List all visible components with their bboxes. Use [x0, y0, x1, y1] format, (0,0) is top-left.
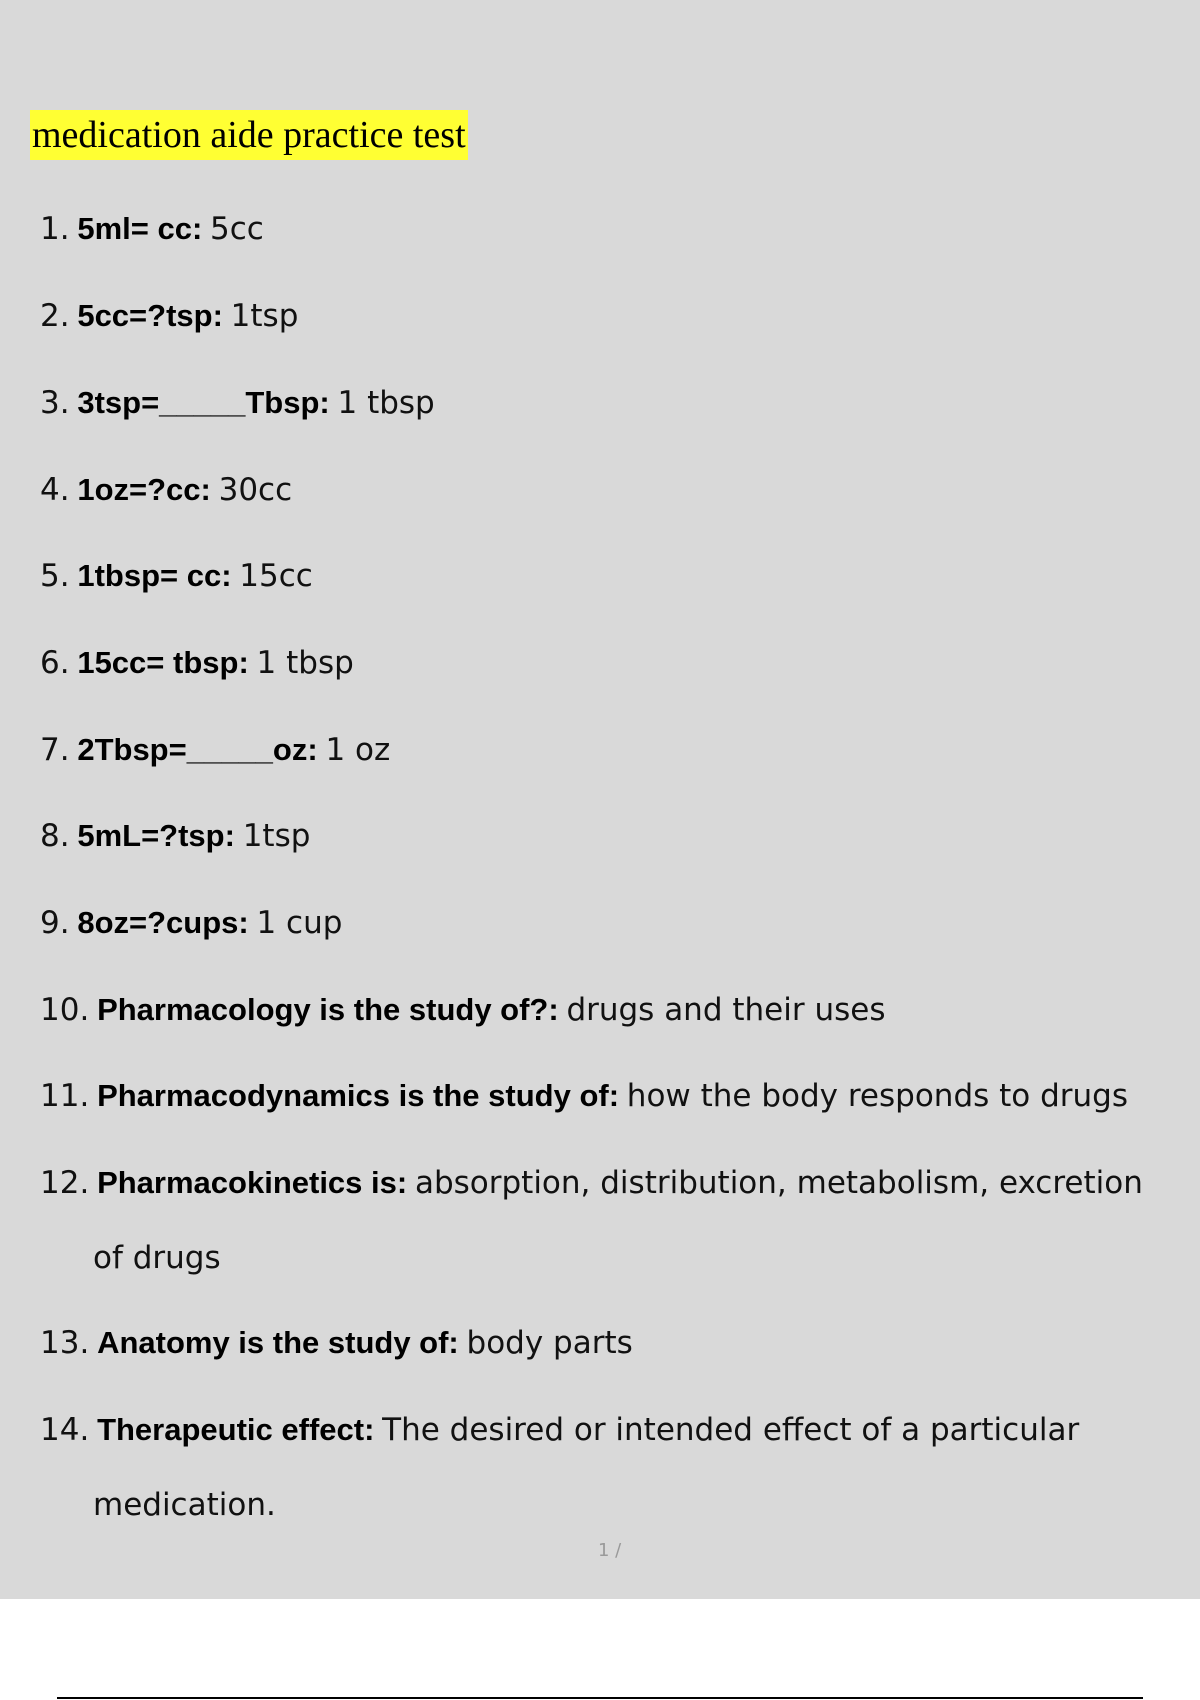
item-answer: how the body responds to drugs	[626, 1078, 1129, 1114]
item-number: 13.	[40, 1325, 90, 1361]
list-item	[40, 1410, 1079, 1450]
divider-line	[57, 1697, 1143, 1699]
item-number: 1.	[40, 211, 70, 247]
item-answer: 30cc	[218, 472, 293, 508]
item-answer-continuation: of drugs	[93, 1240, 221, 1276]
list-item	[40, 470, 292, 510]
list-item	[40, 903, 342, 943]
item-number: 3.	[40, 385, 70, 421]
item-number: 11.	[40, 1078, 90, 1114]
item-question: 5mL=?tsp:	[77, 818, 235, 853]
item-number: 8.	[40, 818, 70, 854]
item-question: 5ml= cc:	[77, 211, 203, 246]
list-item	[40, 209, 264, 249]
page-number-marker: 1 /	[598, 1540, 622, 1561]
item-answer-continuation: medication.	[93, 1487, 276, 1523]
list-item	[40, 1163, 1143, 1203]
item-answer: 1 cup	[256, 905, 343, 941]
item-answer: body parts	[466, 1325, 633, 1361]
item-number: 10.	[40, 992, 90, 1028]
item-answer: absorption, distribution, metabolism, excretion	[414, 1165, 1143, 1201]
list-item	[40, 296, 298, 336]
item-number: 12.	[40, 1165, 90, 1201]
item-answer: 1 oz	[325, 732, 391, 768]
item-question: Pharmacokinetics is:	[97, 1165, 408, 1200]
list-item	[40, 816, 310, 856]
item-question: Pharmacodynamics is the study of:	[97, 1078, 620, 1113]
document-title	[30, 110, 468, 160]
item-answer: 1 tbsp	[256, 645, 354, 681]
item-number: 7.	[40, 732, 70, 768]
list-item	[40, 643, 354, 683]
list-item	[40, 1323, 633, 1363]
item-number: 6.	[40, 645, 70, 681]
item-answer: 1 tbsp	[337, 385, 435, 421]
list-item	[40, 556, 313, 596]
item-question: Anatomy is the study of:	[97, 1325, 459, 1360]
list-item	[40, 730, 390, 770]
item-question: 15cc= tbsp:	[77, 645, 249, 680]
item-answer: 1tsp	[230, 298, 299, 334]
item-question: Therapeutic effect:	[97, 1412, 375, 1447]
item-answer: The desired or intended effect of a particular	[382, 1412, 1080, 1448]
list-item	[40, 990, 885, 1030]
item-question: Pharmacology is the study of?:	[97, 992, 559, 1027]
item-question: 2Tbsp=_____oz:	[77, 732, 318, 767]
item-number: 2.	[40, 298, 70, 334]
list-item	[40, 1076, 1128, 1116]
item-number: 4.	[40, 472, 70, 508]
item-number: 5.	[40, 558, 70, 594]
item-question: 1tbsp= cc:	[77, 558, 232, 593]
item-answer: 1tsp	[242, 818, 311, 854]
item-number: 9.	[40, 905, 70, 941]
item-question: 8oz=?cups:	[77, 905, 249, 940]
item-answer: drugs and their uses	[566, 992, 886, 1028]
item-answer: 5cc	[210, 211, 264, 247]
item-question: 5cc=?tsp:	[77, 298, 223, 333]
item-question: 1oz=?cc:	[77, 472, 211, 507]
item-question: 3tsp=_____Tbsp:	[77, 385, 330, 420]
item-number: 14.	[40, 1412, 90, 1448]
item-answer: 15cc	[239, 558, 313, 594]
list-item	[40, 383, 435, 423]
document-title-text: medication aide practice test	[32, 114, 466, 156]
